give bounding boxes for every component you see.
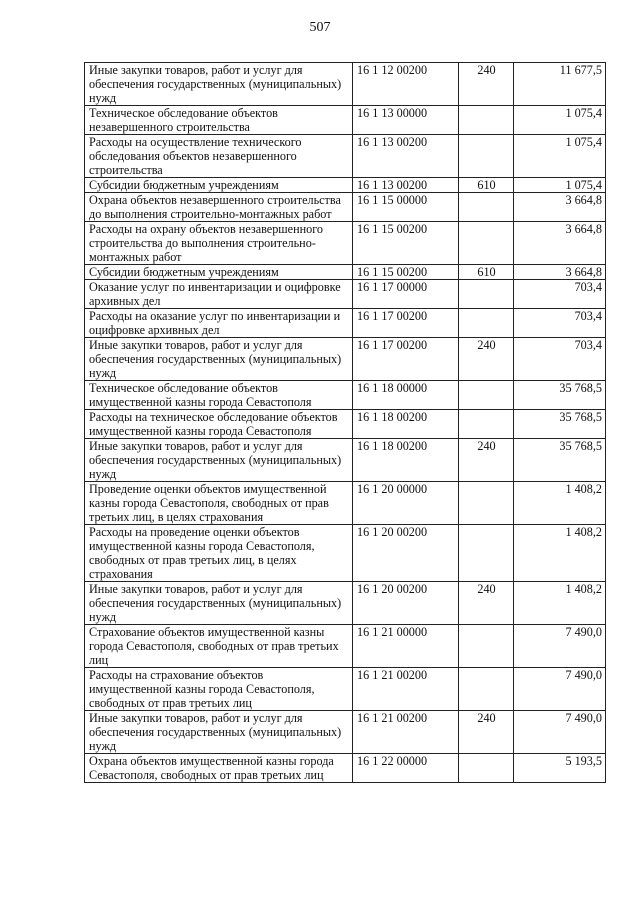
row-expense-type (459, 193, 514, 222)
table-row (85, 135, 606, 178)
row-name: Субсидии бюджетным учреждениям (85, 265, 353, 280)
table-row (85, 106, 606, 135)
page-number: 507 (309, 20, 331, 35)
row-amount: 1 408,2 (514, 525, 606, 582)
table-row (85, 668, 606, 711)
table-row (85, 280, 606, 309)
row-code: 16 1 15 00200 (353, 265, 459, 280)
row-code: 16 1 17 00200 (353, 338, 459, 381)
row-code: 16 1 18 00000 (353, 381, 459, 410)
table-row (85, 582, 606, 625)
table-row (85, 439, 606, 482)
row-expense-type: 610 (459, 265, 514, 280)
row-expense-type (459, 482, 514, 525)
row-amount: 1 408,2 (514, 582, 606, 625)
row-name: Расходы на проведение оценки объектов имущественной казны города Севастополя, свободных от прав третьих лиц, в целях страхования (85, 525, 353, 582)
row-amount: 7 490,0 (514, 668, 606, 711)
table-row (85, 525, 606, 582)
row-amount: 3 664,8 (514, 265, 606, 280)
row-expense-type: 240 (459, 711, 514, 754)
row-name: Проведение оценки объектов имущественной казны города Севастополя, свободных от прав третьих лиц, в целях страхования (85, 482, 353, 525)
row-name: Расходы на охрану объектов незавершенного строительства до выполнения строительно-монтажных работ (85, 222, 353, 265)
row-expense-type (459, 410, 514, 439)
table-row (85, 410, 606, 439)
row-expense-type: 240 (459, 582, 514, 625)
row-name: Охрана объектов имущественной казны города Севастополя, свободных от прав третьих лиц (85, 754, 353, 783)
row-amount: 5 193,5 (514, 754, 606, 783)
row-name: Охрана объектов незавершенного строительства до выполнения строительно-монтажных работ (85, 193, 353, 222)
table-row (85, 309, 606, 338)
row-code: 16 1 13 00000 (353, 106, 459, 135)
row-code: 16 1 17 00000 (353, 280, 459, 309)
table-row (85, 625, 606, 668)
row-expense-type: 240 (459, 439, 514, 482)
row-code: 16 1 13 00200 (353, 135, 459, 178)
row-expense-type: 610 (459, 178, 514, 193)
row-expense-type (459, 106, 514, 135)
row-code: 16 1 21 00200 (353, 711, 459, 754)
budget-table-body (85, 63, 606, 783)
row-amount: 1 075,4 (514, 106, 606, 135)
row-name: Субсидии бюджетным учреждениям (85, 178, 353, 193)
table-row (85, 711, 606, 754)
row-amount: 35 768,5 (514, 381, 606, 410)
row-name: Оказание услуг по инвентаризации и оцифровке архивных дел (85, 280, 353, 309)
row-name: Расходы на техническое обследование объектов имущественной казны города Севастополя (85, 410, 353, 439)
row-amount: 703,4 (514, 338, 606, 381)
row-code: 16 1 18 00200 (353, 410, 459, 439)
table-row (85, 193, 606, 222)
row-code: 16 1 20 00000 (353, 482, 459, 525)
row-code: 16 1 22 00000 (353, 754, 459, 783)
row-code: 16 1 21 00200 (353, 668, 459, 711)
row-expense-type (459, 222, 514, 265)
row-expense-type (459, 309, 514, 338)
row-code: 16 1 20 00200 (353, 582, 459, 625)
row-name: Расходы на оказание услуг по инвентаризации и оцифровке архивных дел (85, 309, 353, 338)
row-expense-type (459, 668, 514, 711)
row-name: Иные закупки товаров, работ и услуг для обеспечения государственных (муниципальных) нужд (85, 711, 353, 754)
row-expense-type (459, 625, 514, 668)
row-code: 16 1 13 00200 (353, 178, 459, 193)
row-name: Расходы на страхование объектов имущественной казны города Севастополя, свободных от прав третьих лиц (85, 668, 353, 711)
row-amount: 1 075,4 (514, 135, 606, 178)
row-amount: 35 768,5 (514, 410, 606, 439)
table-row (85, 178, 606, 193)
table-row (85, 63, 606, 106)
row-amount: 3 664,8 (514, 222, 606, 265)
row-amount: 1 408,2 (514, 482, 606, 525)
row-amount: 703,4 (514, 309, 606, 338)
row-code: 16 1 20 00200 (353, 525, 459, 582)
row-amount: 11 677,5 (514, 63, 606, 106)
row-expense-type: 240 (459, 63, 514, 106)
row-amount: 1 075,4 (514, 178, 606, 193)
row-expense-type (459, 754, 514, 783)
row-code: 16 1 15 00200 (353, 222, 459, 265)
row-amount: 703,4 (514, 280, 606, 309)
row-code: 16 1 15 00000 (353, 193, 459, 222)
row-expense-type (459, 135, 514, 178)
row-amount: 7 490,0 (514, 711, 606, 754)
row-expense-type (459, 381, 514, 410)
row-name: Техническое обследование объектов незавершенного строительства (85, 106, 353, 135)
row-expense-type (459, 525, 514, 582)
row-amount: 7 490,0 (514, 625, 606, 668)
row-amount: 35 768,5 (514, 439, 606, 482)
row-name: Иные закупки товаров, работ и услуг для обеспечения государственных (муниципальных) нужд (85, 338, 353, 381)
table-row (85, 381, 606, 410)
row-expense-type: 240 (459, 338, 514, 381)
row-code: 16 1 18 00200 (353, 439, 459, 482)
row-code: 16 1 17 00200 (353, 309, 459, 338)
row-amount: 3 664,8 (514, 193, 606, 222)
row-code: 16 1 12 00200 (353, 63, 459, 106)
table-row (85, 338, 606, 381)
table-row (85, 265, 606, 280)
table-row (85, 482, 606, 525)
row-name: Иные закупки товаров, работ и услуг для обеспечения государственных (муниципальных) нужд (85, 439, 353, 482)
budget-table (84, 62, 606, 783)
row-name: Расходы на осуществление технического обследования объектов незавершенного строительства (85, 135, 353, 178)
row-name: Техническое обследование объектов имущественной казны города Севастополя (85, 381, 353, 410)
table-row (85, 754, 606, 783)
row-name: Иные закупки товаров, работ и услуг для обеспечения государственных (муниципальных) нужд (85, 63, 353, 106)
row-code: 16 1 21 00000 (353, 625, 459, 668)
row-expense-type (459, 280, 514, 309)
row-name: Страхование объектов имущественной казны города Севастополя, свободных от прав третьих лиц (85, 625, 353, 668)
table-row (85, 222, 606, 265)
row-name: Иные закупки товаров, работ и услуг для обеспечения государственных (муниципальных) нужд (85, 582, 353, 625)
